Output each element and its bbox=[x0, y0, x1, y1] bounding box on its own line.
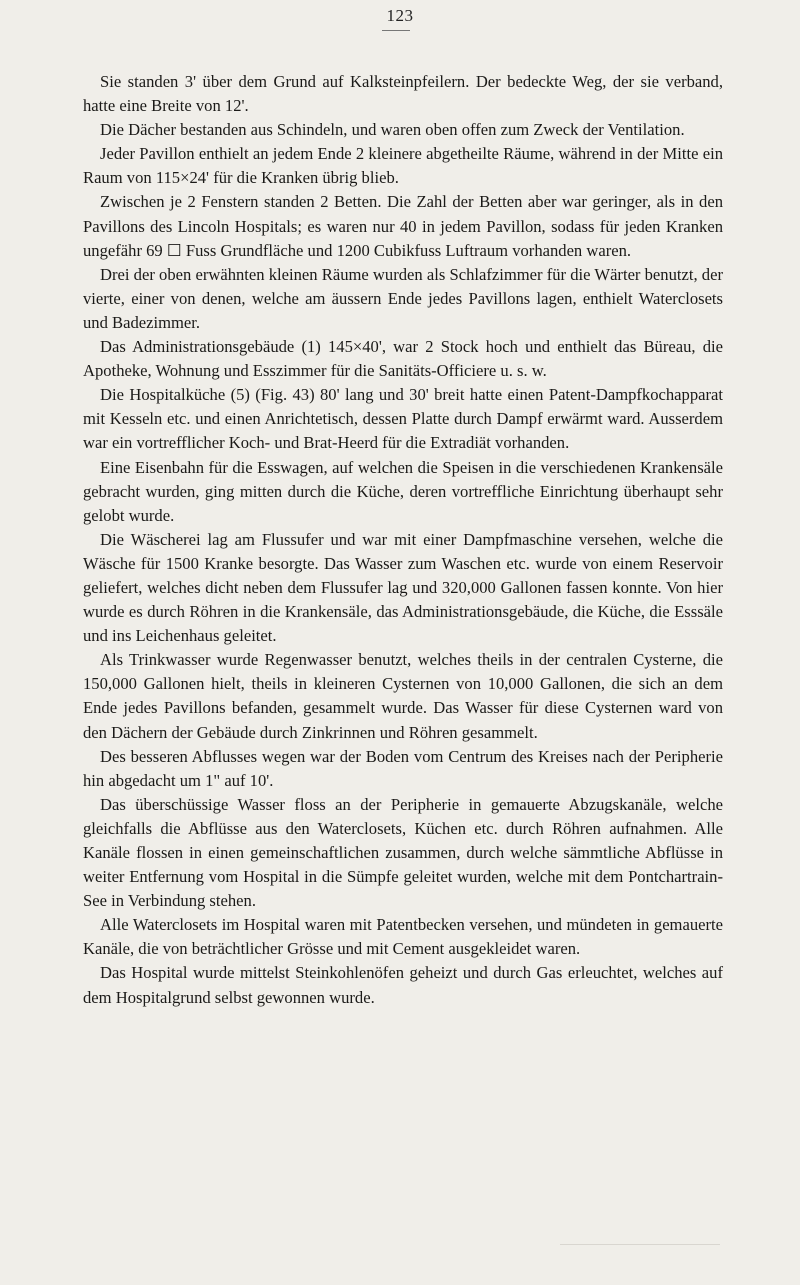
paragraph: Drei der oben erwähnten kleinen Räume wurden als Schlafzimmer für die Wärter benutzt, der vierte, einer von denen, welche am äussern Ende jedes Pavillons lagen, enthielt Waterclosets und Badezimmer. bbox=[83, 264, 723, 332]
paragraph: Die Dächer bestanden aus Schindeln, und waren oben offen zum Zweck der Ventilation. bbox=[100, 120, 685, 140]
paragraph: Die Hospitalküche (5) (Fig. 43) 80' lang und 30' breit hatte einen Patent-Dampfkochapparat mit Kesseln etc. und einen Anrichtetisch, dessen Platte durch Dampf erwärmt ward. Ausserdem war ein vortrefflicher Koch- und Brat-Heerd für die Extradiät vorhanden. bbox=[83, 385, 723, 453]
page-number: 123 bbox=[386, 6, 414, 25]
paragraph: Das überschüssige Wasser floss an der Peripherie in gemauerte Abzugskanäle, welche gleichfalls die Abflüsse aus den Waterclosets, Küchen etc. durch Röhren aufnahmen. Alle Kanäle flossen in einen gemeinschaftlichen zusammen, durch welche sämmtliche Abflüsse in weiter Entfernung vom Hospital in die Sümpfe geleitet wurden, welche mit dem Pontchartrain-See in Verbindung stehen. bbox=[83, 794, 723, 911]
paragraph: Eine Eisenbahn für die Esswagen, auf welchen die Speisen in die verschiedenen Krankensäle gebracht wurden, ging mitten durch die Küche, deren vortreffliche Einrichtung überhaupt sehr gelobt wurde. bbox=[83, 457, 723, 525]
page-number-rule bbox=[382, 30, 410, 31]
paragraph: Alle Waterclosets im Hospital waren mit Patentbecken versehen, und mündeten in gemauerte Kanäle, die von beträchtlicher Grösse und mit Cement ausgekleidet waren. bbox=[83, 915, 723, 959]
paragraph: Das Administrationsgebäude (1) 145×40', war 2 Stock hoch und enthielt das Büreau, die Apotheke, Wohnung und Esszimmer für die Sanitäts-Officiere u. s. w. bbox=[83, 337, 723, 381]
body-text bbox=[83, 70, 723, 1010]
paragraph: Die Wäscherei lag am Flussufer und war mit einer Dampfmaschine versehen, welche die Wäsche für 1500 Kranke besorgte. Das Wasser zum Waschen etc. wurde von einem Reservoir geliefert, welches dicht neben dem Flussufer lag und 320,000 Gallonen fassen konnte. Von hier wurde es durch Röhren in die Krankensäle, das Administrationsgebäude, die Küche, die Esssäle und ins Leichenhaus geleitet. bbox=[83, 529, 723, 646]
paragraph: Zwischen je 2 Fenstern standen 2 Betten. Die Zahl der Betten aber war geringer, als in den Pavillons des Lincoln Hospitals; es waren nur 40 in jedem Pavillon, sodass für jeden Kranken ungefähr 69 ☐ Fuss Grundfläche und 1200 Cubikfuss Luftraum vorhanden waren. bbox=[83, 192, 723, 260]
paragraph: Sie standen 3' über dem Grund auf Kalksteinpfeilern. Der bedeckte Weg, der sie verband, hatte eine Breite von 12'. bbox=[83, 72, 723, 116]
page-smudge bbox=[560, 1244, 720, 1253]
paragraph: Jeder Pavillon enthielt an jedem Ende 2 kleinere abgetheilte Räume, während in der Mitte ein Raum von 115×24' für die Kranken übrig blieb. bbox=[83, 144, 723, 188]
paragraph: Das Hospital wurde mittelst Steinkohlenöfen geheizt und durch Gas erleuchtet, welches auf dem Hospitalgrund selbst gewonnen wurde. bbox=[83, 963, 723, 1007]
paragraph: Des besseren Abflusses wegen war der Boden vom Centrum des Kreises nach der Peripherie hin abgedacht um 1" auf 10'. bbox=[83, 746, 723, 790]
paragraph: Als Trinkwasser wurde Regenwasser benutzt, welches theils in der centralen Cysterne, die 150,000 Gallonen hielt, theils in kleineren Cysternen von 10,000 Gallonen, die sich an dem Ende jedes Pavillons befanden, gesammelt wurde. Das Wasser für diese Cysternen ward von den Dächern der Gebäude durch Zinkrinnen und Röhren gesammelt. bbox=[83, 650, 723, 742]
